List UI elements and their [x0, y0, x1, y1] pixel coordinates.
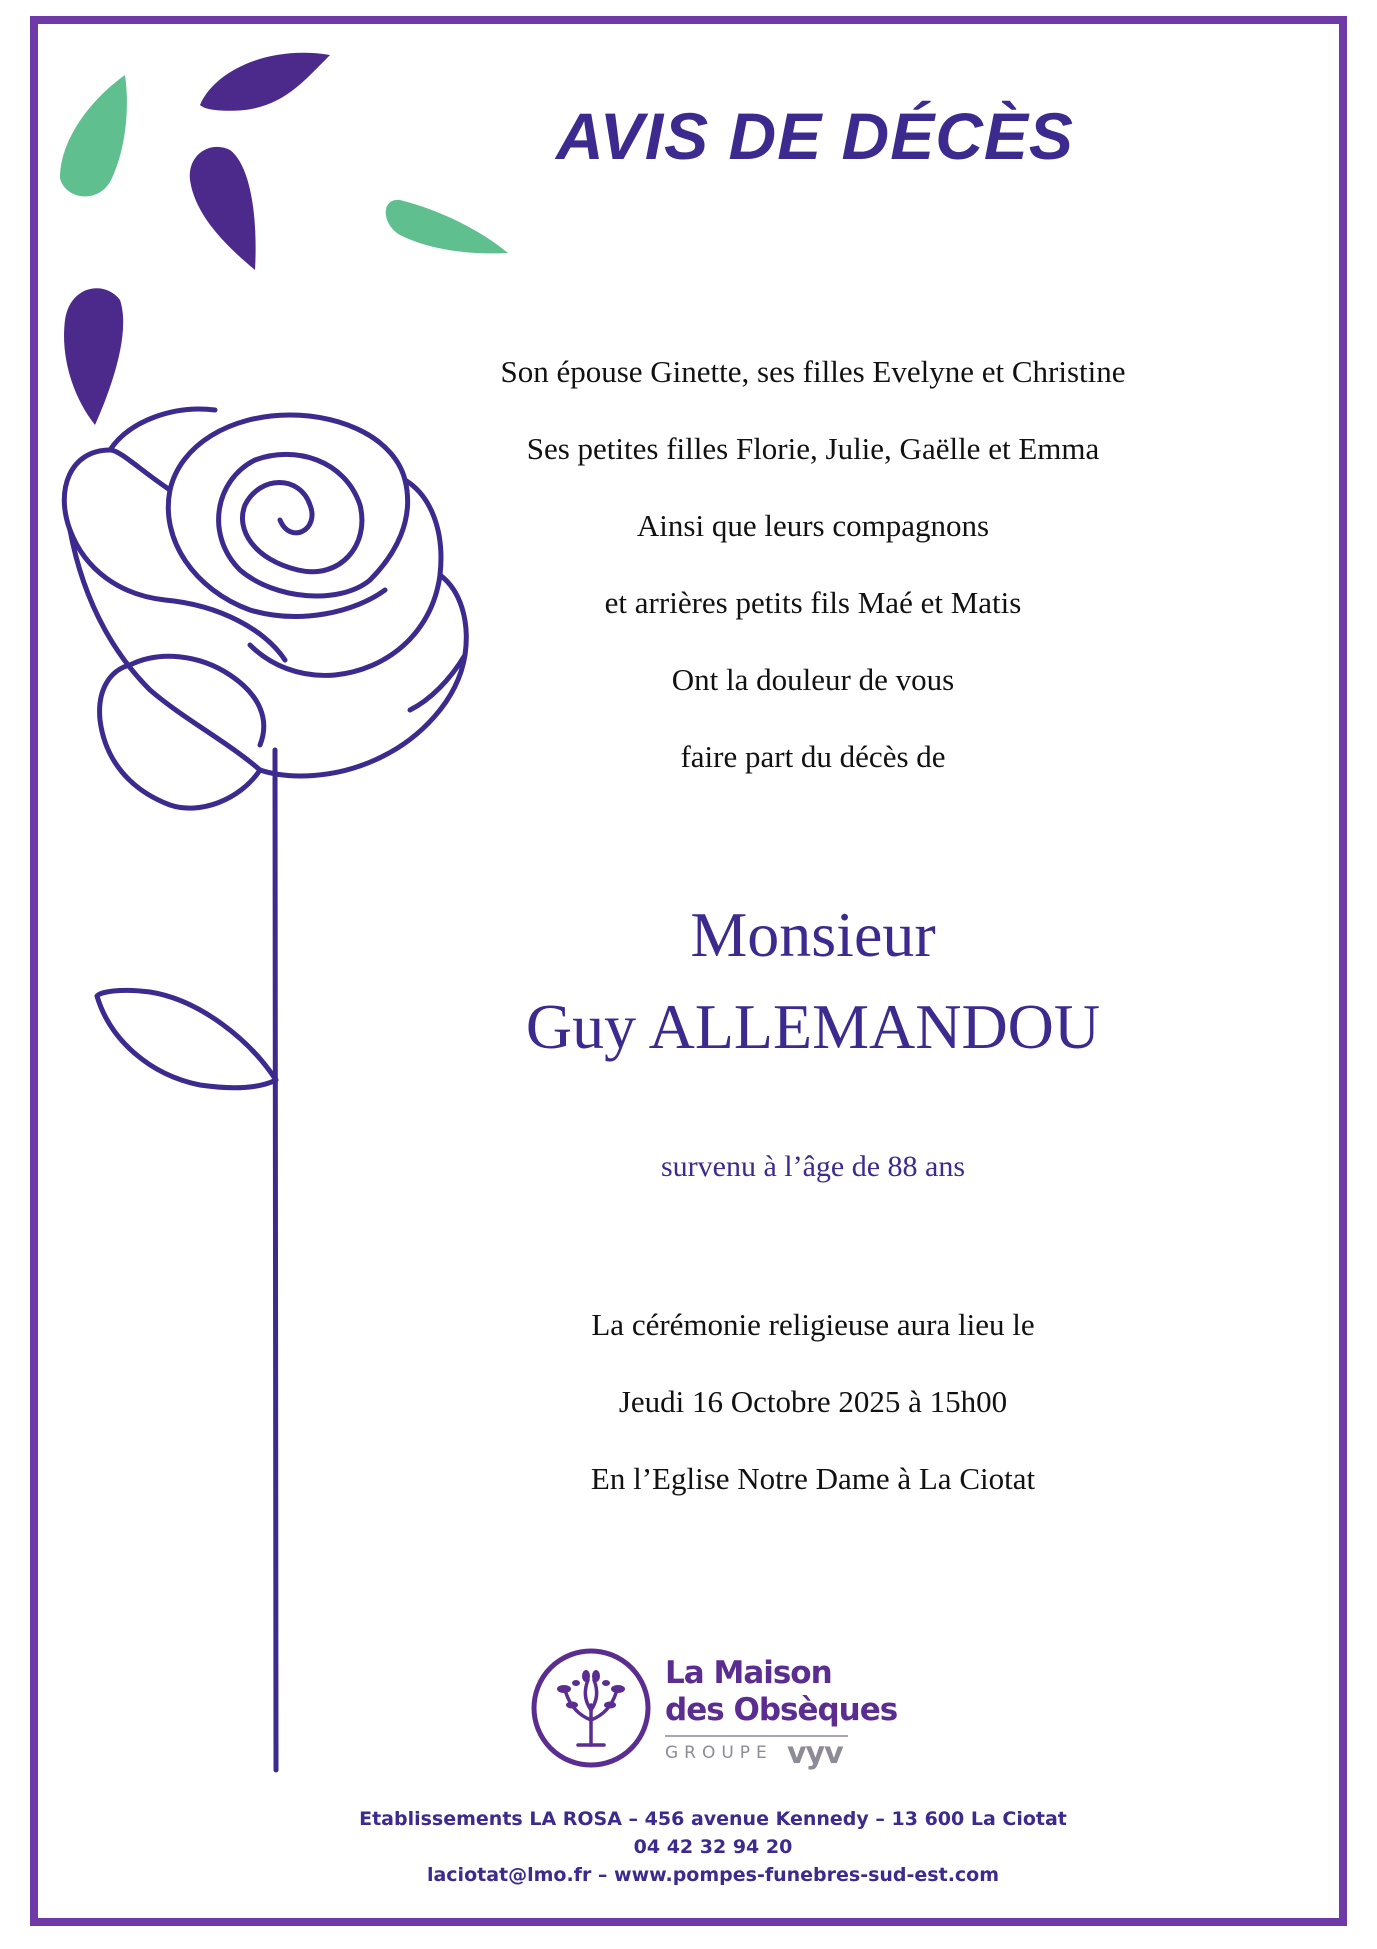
family-line: Son épouse Ginette, ses filles Evelyne et Christine: [500, 354, 1126, 389]
family-line: Ses petites filles Florie, Julie, Gaëlle et Emma: [526, 431, 1100, 466]
logo-group-label: GROUPE: [665, 1743, 773, 1763]
family-announcement: [413, 348, 1213, 810]
ceremony-details: [413, 1301, 1213, 1532]
family-line: Ont la douleur de vous: [671, 662, 955, 697]
ceremony-line: En l’Eglise Notre Dame à La Ciotat: [590, 1461, 1036, 1496]
footer-contact: laciotat@lmo.fr – www.pompes-funebres-sud-est.com: [426, 1864, 1000, 1886]
family-line: Ainsi que leurs compagnons: [636, 508, 990, 543]
honorific: Monsieur: [690, 899, 936, 970]
ceremony-line: La cérémonie religieuse aura lieu le: [591, 1307, 1035, 1342]
family-line: faire part du décès de: [680, 739, 946, 774]
footer-phone: 04 42 32 94 20: [633, 1836, 793, 1858]
logo-group-name: vyv: [787, 1736, 843, 1771]
logo-line2: des Obsèques: [665, 1692, 898, 1728]
family-line: et arrières petits fils Maé et Matis: [604, 585, 1022, 620]
ceremony-line: Jeudi 16 Octobre 2025 à 15h00: [618, 1384, 1008, 1419]
tree-logo-icon: [528, 1645, 654, 1771]
footer-address: Etablissements LA ROSA – 456 avenue Kennedy – 13 600 La Ciotat: [359, 1808, 1067, 1830]
age-line: survenu à l’âge de 88 ans: [660, 1150, 966, 1183]
deceased-name: Guy ALLEMANDOU: [525, 991, 1101, 1062]
page-title: AVIS DE DÉCÈS: [556, 99, 1074, 173]
logo-line1: La Maison: [665, 1655, 832, 1691]
